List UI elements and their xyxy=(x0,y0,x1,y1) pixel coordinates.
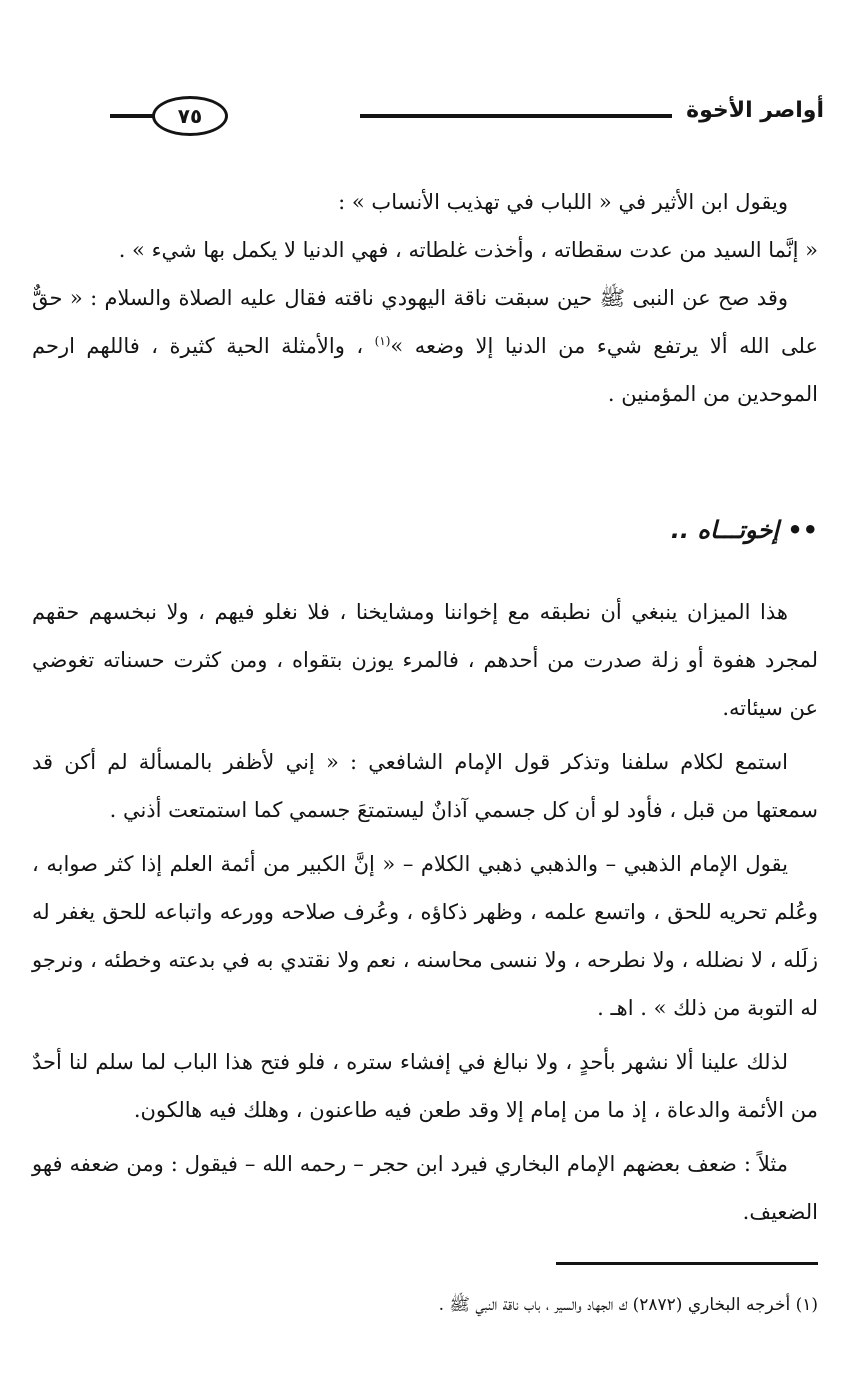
paragraph-bukhari: مثلاً : ضعف بعضهم الإمام البخاري فيرد ابن حجر – رحمه الله – فيقول : ومن ضعفه فهو الضعيف. xyxy=(32,1152,818,1224)
paragraph-hadith xyxy=(32,274,818,418)
paragraph-ibn-athir-intro: ويقول ابن الأثير في « اللباب في تهذيب الأنساب » : xyxy=(338,190,788,214)
heading-bullets: •• xyxy=(787,516,818,544)
body-text-bottom xyxy=(32,588,818,1236)
paragraph-ibn-athir-quote: « إنَّما السيد من عدت سقطاته ، وأخذت غلطاته ، فهي الدنيا لا يكمل بها شيء » . xyxy=(118,238,818,262)
paragraph-dhahabi: يقول الإمام الذهبي – والذهبي ذهبي الكلام – « إنَّ الكبير من أئمة العلم إذا كثر صوابه ، وعُلم تحريه للحق ، واتسع علمه ، وظهر ذكاؤه ، وعُرف صلاحه وورعه واتباعه للحق يغفر له زلَله ، لا نضلله ، ولا نطرحه ، ولا ننسى محاسنه ، نعم ولا نقتدي به في بدعته وخطئه ، ونرجو له التوبة من ذلك » . اهـ . xyxy=(32,852,818,1020)
page-number: ٧٥ xyxy=(152,96,228,136)
body-text-top xyxy=(32,178,818,418)
book-title: أواصر الأخوة xyxy=(686,98,824,123)
footnote-reference: (١) xyxy=(374,334,391,348)
hadith-continuation: ، والأمثلة الحية كثيرة ، فاللهم ارحم الموحدين من المؤمنين . xyxy=(32,334,818,406)
paragraph-shafii: استمع لكلام سلفنا وتذكر قول الإمام الشافعي : « إني لأظفر بالمسألة لم أكن قد سمعتها من قبل ، فأود لو أن كل جسمي آذانٌ ليستمتعَ جسمي كما استمتعت أذني . xyxy=(32,750,818,822)
paragraph-tashhir: لذلك علينا ألا نشهر بأحدٍ ، ولا نبالغ في إفشاء ستره ، فلو فتح هذا الباب لما سلم لنا أحدٌ من الأئمة والدعاة ، إذ ما من إمام إلا وقد طعن فيه طاعنون ، وهلك فيه هالكون. xyxy=(32,1050,818,1122)
hadith-text: وقد صح عن النبى ﷺ حين سبقت ناقة اليهودي ناقته فقال عليه الصلاة والسلام : « حقٌّ على الله ألا يرتفع شيء من الدنيا إلا وضعه » xyxy=(32,286,818,358)
heading-text: إخوتـــاه .. xyxy=(670,516,779,544)
footnote-separator xyxy=(556,1262,818,1265)
header-rule-right xyxy=(360,114,672,118)
section-heading xyxy=(671,516,818,544)
running-header xyxy=(110,92,824,140)
footnote: (١) أخرجه البخاري (٢٨٧٢) ك الجهاد والسير ، باب ناقة النبي ﷺ . xyxy=(438,1295,818,1315)
header-rule-left xyxy=(110,114,154,118)
paragraph-mizan: هذا الميزان ينبغي أن نطبقه مع إخواننا ومشايخنا ، فلا نغلو فيهم ، ولا نبخسهم حقهم لمجرد هفوة أو زلة صدرت من أحدهم ، فالمرء يوزن بتقواه ، ومن كثرت حسناته تغوضي عن سيئاته. xyxy=(32,600,818,720)
